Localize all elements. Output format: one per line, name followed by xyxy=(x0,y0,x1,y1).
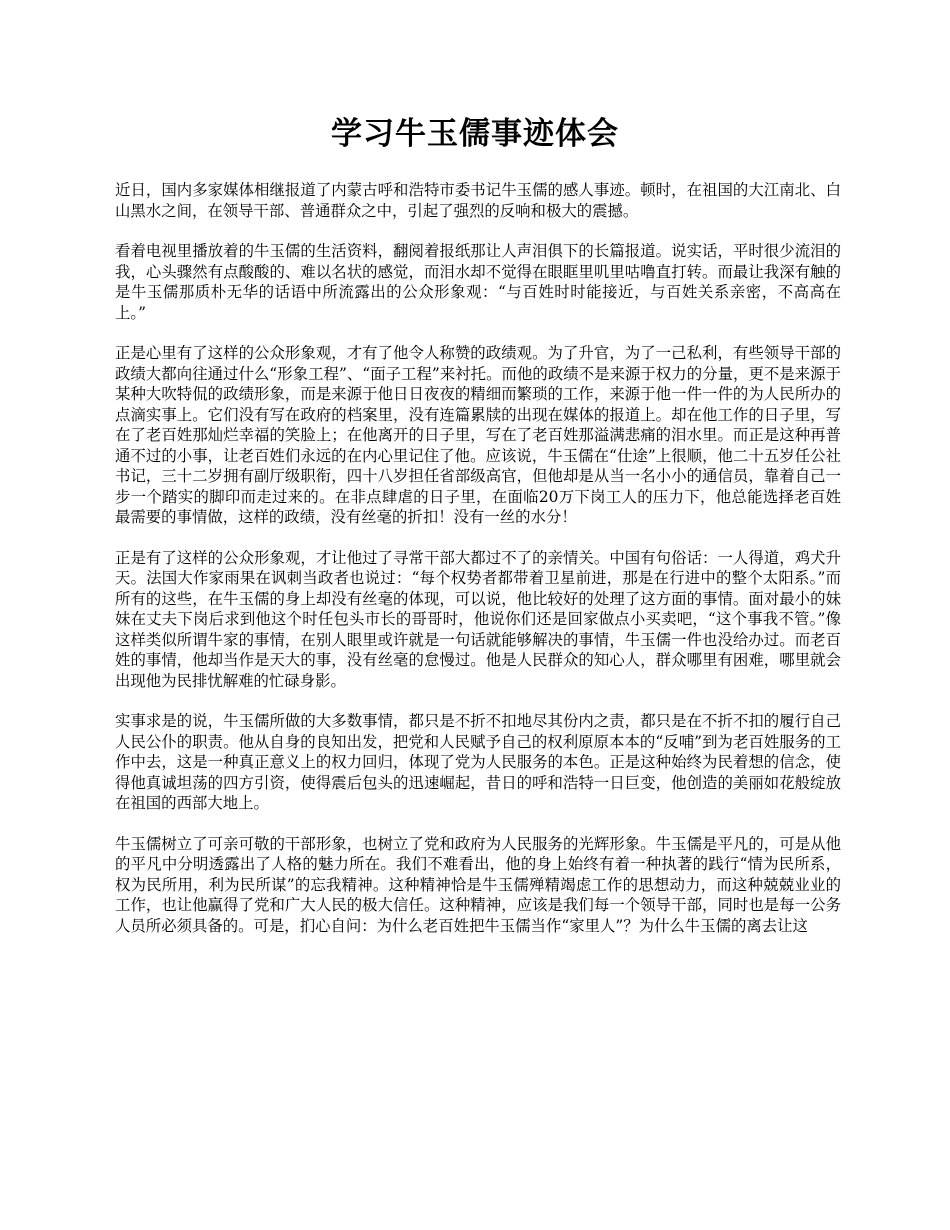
paragraph-2: 看着电视里播放着的牛玉儒的生活资料，翻阅着报纸那让人声泪俱下的长篇报道。说实话，平时很少流泪的我，心头骤然有点酸酸的、难以名状的感觉，而泪水却不觉得在眼眶里叽里咕噜直打转。而最让我深有触的是牛玉儒那质朴无华的话语中所流露出的公众形象观：“与百姓时时能接近，与百姓关系亲密，不高高在上。” xyxy=(115,242,841,322)
paragraph-5: 实事求是的说，牛玉儒所做的大多数事情，都只是不折不扣地尽其份内之责，都只是在不折不扣的履行自己人民公仆的职责。他从自身的良知出发，把党和人民赋予自己的权利原原本本的“反哺”到为老百姓服务的工作中去，这是一种真正意义上的权力回归，体现了党为人民服务的本色。正是这种始终为民着想的信念，使得他真诚坦荡的四方引资，使得震后包头的迅速崛起，昔日的呼和浩特一日巨变，他创造的美丽如花般绽放在祖国的西部大地上。 xyxy=(115,712,841,812)
paragraph-6: 牛玉儒树立了可亲可敬的干部形象，也树立了党和政府为人民服务的光辉形象。牛玉儒是平凡的，可是从他的平凡中分明透露出了人格的魅力所在。我们不难看出，他的身上始终有着一种执著的践行“情为民所系，权为民所用，利为民所谋”的忘我精神。这种精神恰是牛玉儒殚精竭虑工作的思想动力，而这种兢兢业业的工作，也让他赢得了党和广大人民的极大信任。这种精神，应该是我们每一个领导干部，同时也是每一公务人员所必须具备的。可是，扪心自问：为什么老百姓把牛玉儒当作“家里人”？为什么牛玉儒的离去让这 xyxy=(115,834,841,935)
document-title: 学习牛玉儒事迹体会 xyxy=(331,116,619,152)
document-body xyxy=(115,180,841,956)
paragraph-4: 正是有了这样的公众形象观，才让他过了寻常干部大都过不了的亲情关。中国有句俗话：一人得道，鸡犬升天。法国大作家雨果在讽刺当政者也说过：“每个权势者都带着卫星前进，那是在行进中的整个太阳系。”而所有的这些，在牛玉儒的身上却没有丝毫的体现，可以说，他比较好的处理了这方面的事情。面对最小的妹妹在丈夫下岗后求到他这个时任包头市长的哥哥时，他说你们还是回家做点小买卖吧，“这个事我不管。”像这样类似所谓牛家的事情，在别人眼里或许就是一句话就能够解决的事情，牛玉儒一件也没给办过。而老百姓的事情，他却当作是天大的事，没有丝毫的怠慢过。他是人民群众的知心人，群众哪里有困难，哪里就会出现他为民排忧解难的忙碌身影。 xyxy=(115,548,841,690)
paragraph-1: 近日，国内多家媒体相继报道了内蒙古呼和浩特市委书记牛玉儒的感人事迹。顿时，在祖国的大江南北、白山黑水之间，在领导干部、普通群众之中，引起了强烈的反响和极大的震撼。 xyxy=(115,181,841,220)
paragraph-3: 正是心里有了这样的公众形象观，才有了他令人称赞的政绩观。为了升官，为了一己私利，有些领导干部的政绩大都向往通过什么“形象工程”、“面子工程”来衬托。而他的政绩不是来源于权力的分量，更不是来源于某种大吹特侃的政绩形象，而是来源于他日日夜夜的精细而繁琐的工作，来源于他一件一件的为人民所办的点滴实事上。它们没有写在政府的档案里，没有连篇累牍的出现在媒体的报道上。却在他工作的日子里，写在了老百姓那灿烂幸福的笑脸上；在他离开的日子里，写在了老百姓那溢满悲痛的泪水里。而正是这种再普通不过的小事，让老百姓们永远的在内心里记住了他。应该说，牛玉儒在“仕途”上很顺，他二十五岁任公社书记，三十二岁拥有副厅级职衔，四十八岁担任省部级高官，但他却是从当一名小小的通信员，靠着自己一步一个踏实的脚印而走过来的。在非点肆虐的日子里，在面临20万下岗工人的压力下，他总能选择老百姓最需要的事情做，这样的政绩，没有丝毫的折扣！没有一丝的水分！ xyxy=(115,344,841,526)
